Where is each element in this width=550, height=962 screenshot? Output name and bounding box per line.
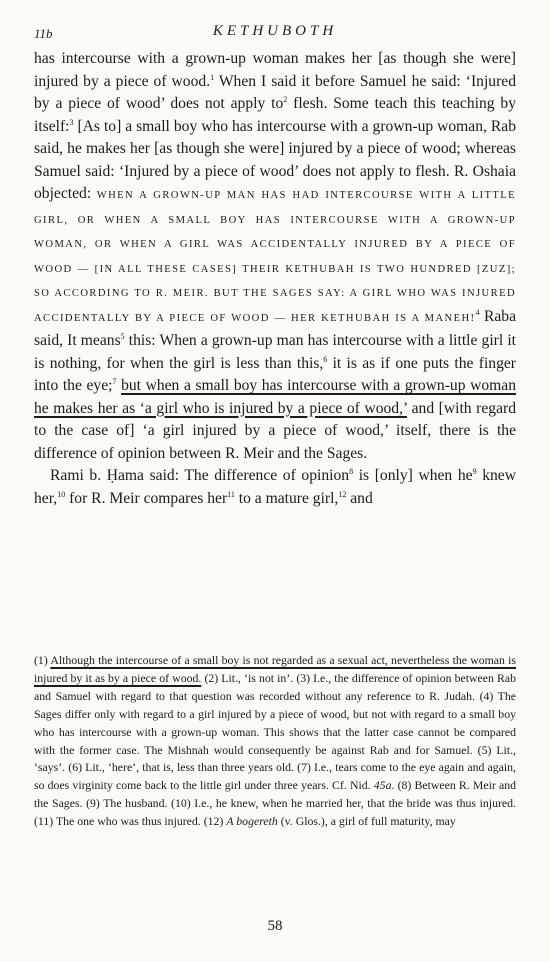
footnote-12-end: (v. Glos.), a girl of full maturity, may bbox=[277, 814, 456, 829]
note-ref-12: 12 bbox=[338, 489, 347, 499]
text-run: Rami b. Ḥama said: The difference of opinion bbox=[50, 467, 350, 484]
text-run: When I said it before Samuel he said: ‘Injured by a piece of wood’ does not apply to bbox=[34, 72, 516, 112]
footnote-2: (2) Lit., ‘is not in’. bbox=[201, 670, 294, 685]
footnote-5: (5) Lit., ‘says’. bbox=[34, 742, 516, 775]
footnote-3: (3) I.e., the difference of opinion between Rab and Samuel with regard to that question was recorded without any reference to R. Judah. bbox=[34, 670, 516, 703]
text-run: and bbox=[346, 489, 373, 507]
text-run: for R. Meir compares her bbox=[65, 489, 228, 507]
paragraph-2 bbox=[34, 465, 516, 510]
mishnah-quotation: WHEN A GROWN-UP MAN HAS HAD INTERCOURSE WITH A LITTLE GIRL, OR WHEN A SMALL BOY HAS INTERCOURSE WITH A GROWN-UP WOMAN, OR WHEN A GIRL WAS ACCIDENTALLY INJURED BY A PIECE OF WOOD — [IN ALL THESE CASES] THEIR KETHUBAH IS TWO HUNDRED [ZUZ]; SO ACCORDING TO R. MEIR. BUT THE SAGES SAY: A GIRL WHO WAS INJURED ACCIDENTALLY BY A PIECE OF WOOD — HER KETHUBAH IS A MANEH! bbox=[34, 190, 516, 324]
footnote-7-reference: 45a bbox=[373, 778, 392, 793]
text-run: this: When a grown-up man has intercourse with a little girl it is nothing, for when the girl is less than this, bbox=[34, 332, 516, 372]
note-ref-10: 10 bbox=[57, 489, 66, 499]
footnote-1-number: (1) bbox=[34, 653, 51, 667]
text-run: flesh. Some teach this teaching by itself: bbox=[34, 95, 516, 135]
footnote-block bbox=[34, 652, 516, 831]
footnote-1-underlined: Although the intercourse of a small boy is not regarded as a sexual act, nevertheless the woman is injured by it as by a piece of wood. bbox=[34, 653, 516, 685]
book-page bbox=[34, 0, 516, 962]
footnote-7: (7) I.e., tears come to the eye again and again, so does virginity come back to the little girl under three years. Cf. Nid. bbox=[34, 760, 516, 793]
page-number: 58 bbox=[267, 918, 283, 934]
footnote-10: (10) I.e., he knew, when he married her, that the bride was thus injured. bbox=[167, 796, 516, 811]
footnote-12-term: A bogereth bbox=[226, 814, 278, 829]
footnote-6: (6) Lit., ‘here’, that is, less than three years old. bbox=[65, 760, 295, 775]
note-ref-5: 5 bbox=[120, 331, 125, 341]
text-run: knew her, bbox=[34, 467, 516, 507]
main-text bbox=[34, 48, 516, 510]
note-ref-3: 3 bbox=[69, 117, 74, 127]
footnote-9: (9) The husband. bbox=[82, 796, 168, 811]
footnote-4: (4) The Sages differ only with regard to a girl injured by a piece of wood, but not with regard to a small boy who has intercourse with a grown-up woman. This shows that the latter case cannot be compared with the former case. The Mishnah would consequently be against Rab and for Samuel. bbox=[34, 688, 517, 757]
note-ref-8: 8 bbox=[349, 466, 354, 476]
text-run: has intercourse with a grown-up woman makes her [as though she were] injured by a piece of wood. bbox=[34, 50, 516, 90]
footnote-11: (11) The one who was thus injured. bbox=[34, 814, 201, 829]
folio-number: 11b bbox=[34, 26, 53, 41]
footnotes bbox=[34, 652, 516, 831]
footnote-8: (8) Between R. Meir and the Sages. bbox=[34, 778, 516, 811]
text-run: is [only] when he bbox=[353, 467, 473, 484]
text-run: to a mature girl, bbox=[234, 489, 339, 507]
note-ref-11: 11 bbox=[227, 489, 235, 499]
text-run: [As to] a small boy who has intercourse with a grown-up woman, Rab said, he makes her [as though she were] injured by a piece of wood; whereas Samuel said: ‘Injured by a piece of wood’ does not apply to flesh. R. Oshaia objected: bbox=[34, 117, 516, 202]
text-run: Raba said, It means bbox=[34, 307, 516, 349]
running-header bbox=[34, 22, 516, 46]
running-title: KETHUBOTH bbox=[212, 23, 338, 39]
note-ref-6: 6 bbox=[323, 354, 328, 364]
note-ref-9: 9 bbox=[472, 466, 477, 476]
underlined-passage: but when a small boy has intercourse with a grown-up woman he makes her as ‘a girl who is injured by a piece of wood,’ bbox=[34, 377, 516, 417]
note-ref-4: 4 bbox=[475, 307, 480, 317]
footnote-7-end: . bbox=[391, 778, 395, 793]
note-ref-7: 7 bbox=[112, 376, 117, 386]
note-ref-2: 2 bbox=[283, 94, 288, 104]
text-run: and [with regard to the case of] ‘a girl injured by a piece of wood,’ itself, there is the difference of opinion between R. Meir and the Sages. bbox=[34, 399, 516, 462]
footnote-12: (12) bbox=[200, 814, 227, 829]
paragraph-1 bbox=[34, 48, 516, 465]
note-ref-1: 1 bbox=[210, 72, 215, 82]
text-run: it is as if one puts the finger into the eye; bbox=[34, 354, 516, 394]
